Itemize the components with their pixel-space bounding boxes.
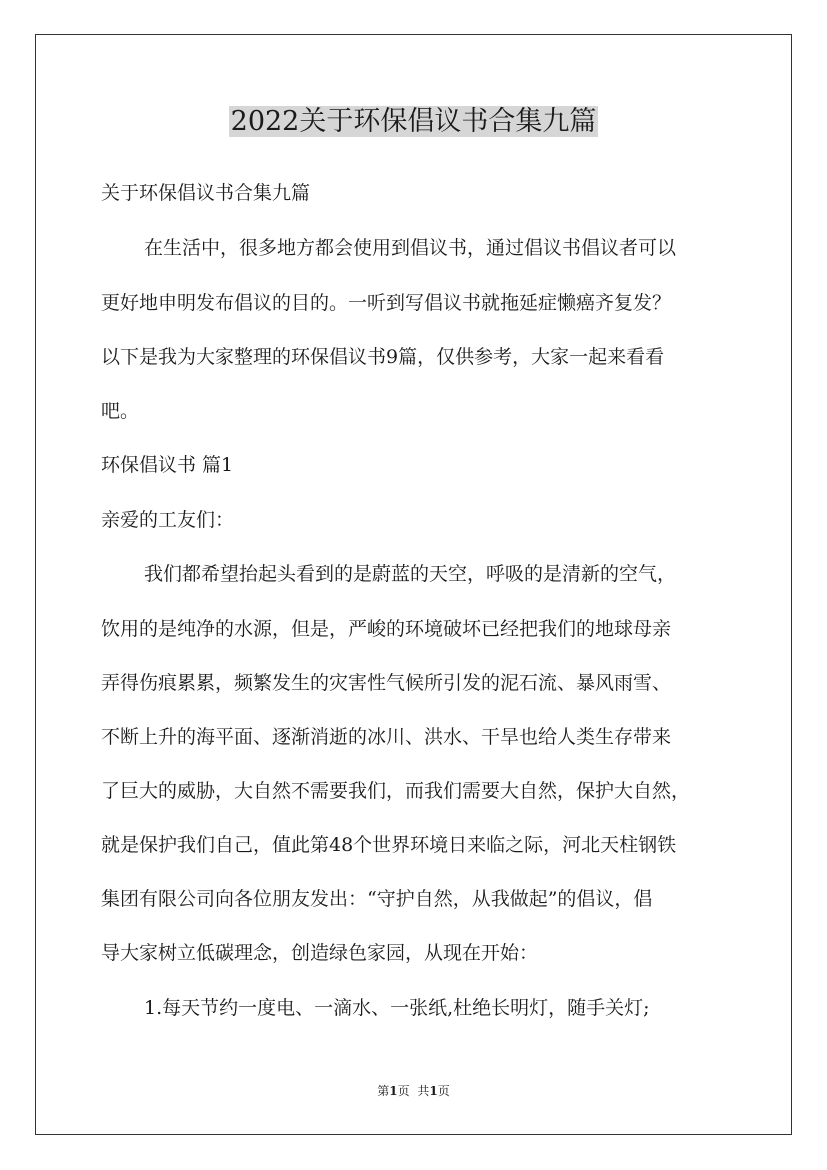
salutation: 亲爱的工友们： <box>101 509 235 531</box>
document-title <box>0 102 827 142</box>
body-line: 导大家树立低碳理念，创造绿色家园，从现在开始： <box>101 942 539 964</box>
page-footer <box>0 1083 827 1099</box>
body-line: 饮用的是纯净的水源，但是，严峻的环境破坏已经把我们的地球母亲 <box>101 618 672 640</box>
body-line: 不断上升的海平面、逐渐消逝的冰川、洪水、干旱也给人类生存带来 <box>101 726 672 748</box>
page-number: 1 <box>389 1084 398 1098</box>
body-line: 了巨大的威胁，大自然不需要我们，而我们需要大自然，保护大自然， <box>101 780 691 802</box>
body-line: 更好地申明发布倡议的目的。一听到写倡议书就拖延症懒癌齐复发？ <box>101 292 672 314</box>
page-unit: 页 <box>397 1084 410 1098</box>
total-unit: 页 <box>437 1084 450 1098</box>
page-label: 第 <box>377 1084 390 1098</box>
total-label: 共 <box>417 1084 430 1098</box>
body-line: 以下是我为大家整理的环保倡议书9篇，仅供参考，大家一起来看看 <box>101 346 665 368</box>
section-heading: 环保倡议书 篇1 <box>101 454 234 476</box>
title-text: 2022关于环保倡议书合集九篇 <box>230 106 597 137</box>
body-line: 吧。 <box>101 400 140 422</box>
total-pages: 1 <box>429 1084 438 1098</box>
body-line: 就是保护我们自己，值此第48个世界环境日来临之际，河北天柱钢铁 <box>101 834 677 856</box>
body-line: 弄得伤痕累累，频繁发生的灾害性气候所引发的泥石流、暴风雨雪、 <box>101 672 672 694</box>
body-line: 在生活中，很多地方都会使用到倡议书，通过倡议书倡议者可以 <box>144 237 677 259</box>
list-item: 1.每天节约一度电、一滴水、一张纸,杜绝长明灯，随手关灯; <box>144 997 650 1019</box>
subtitle-line: 关于环保倡议书合集九篇 <box>101 182 311 204</box>
body-line: 我们都希望抬起头看到的是蔚蓝的天空，呼吸的是清新的空气， <box>144 563 677 585</box>
body-line: 集团有限公司向各位朋友发出：“守护自然，从我做起”的倡议，倡 <box>101 888 653 910</box>
